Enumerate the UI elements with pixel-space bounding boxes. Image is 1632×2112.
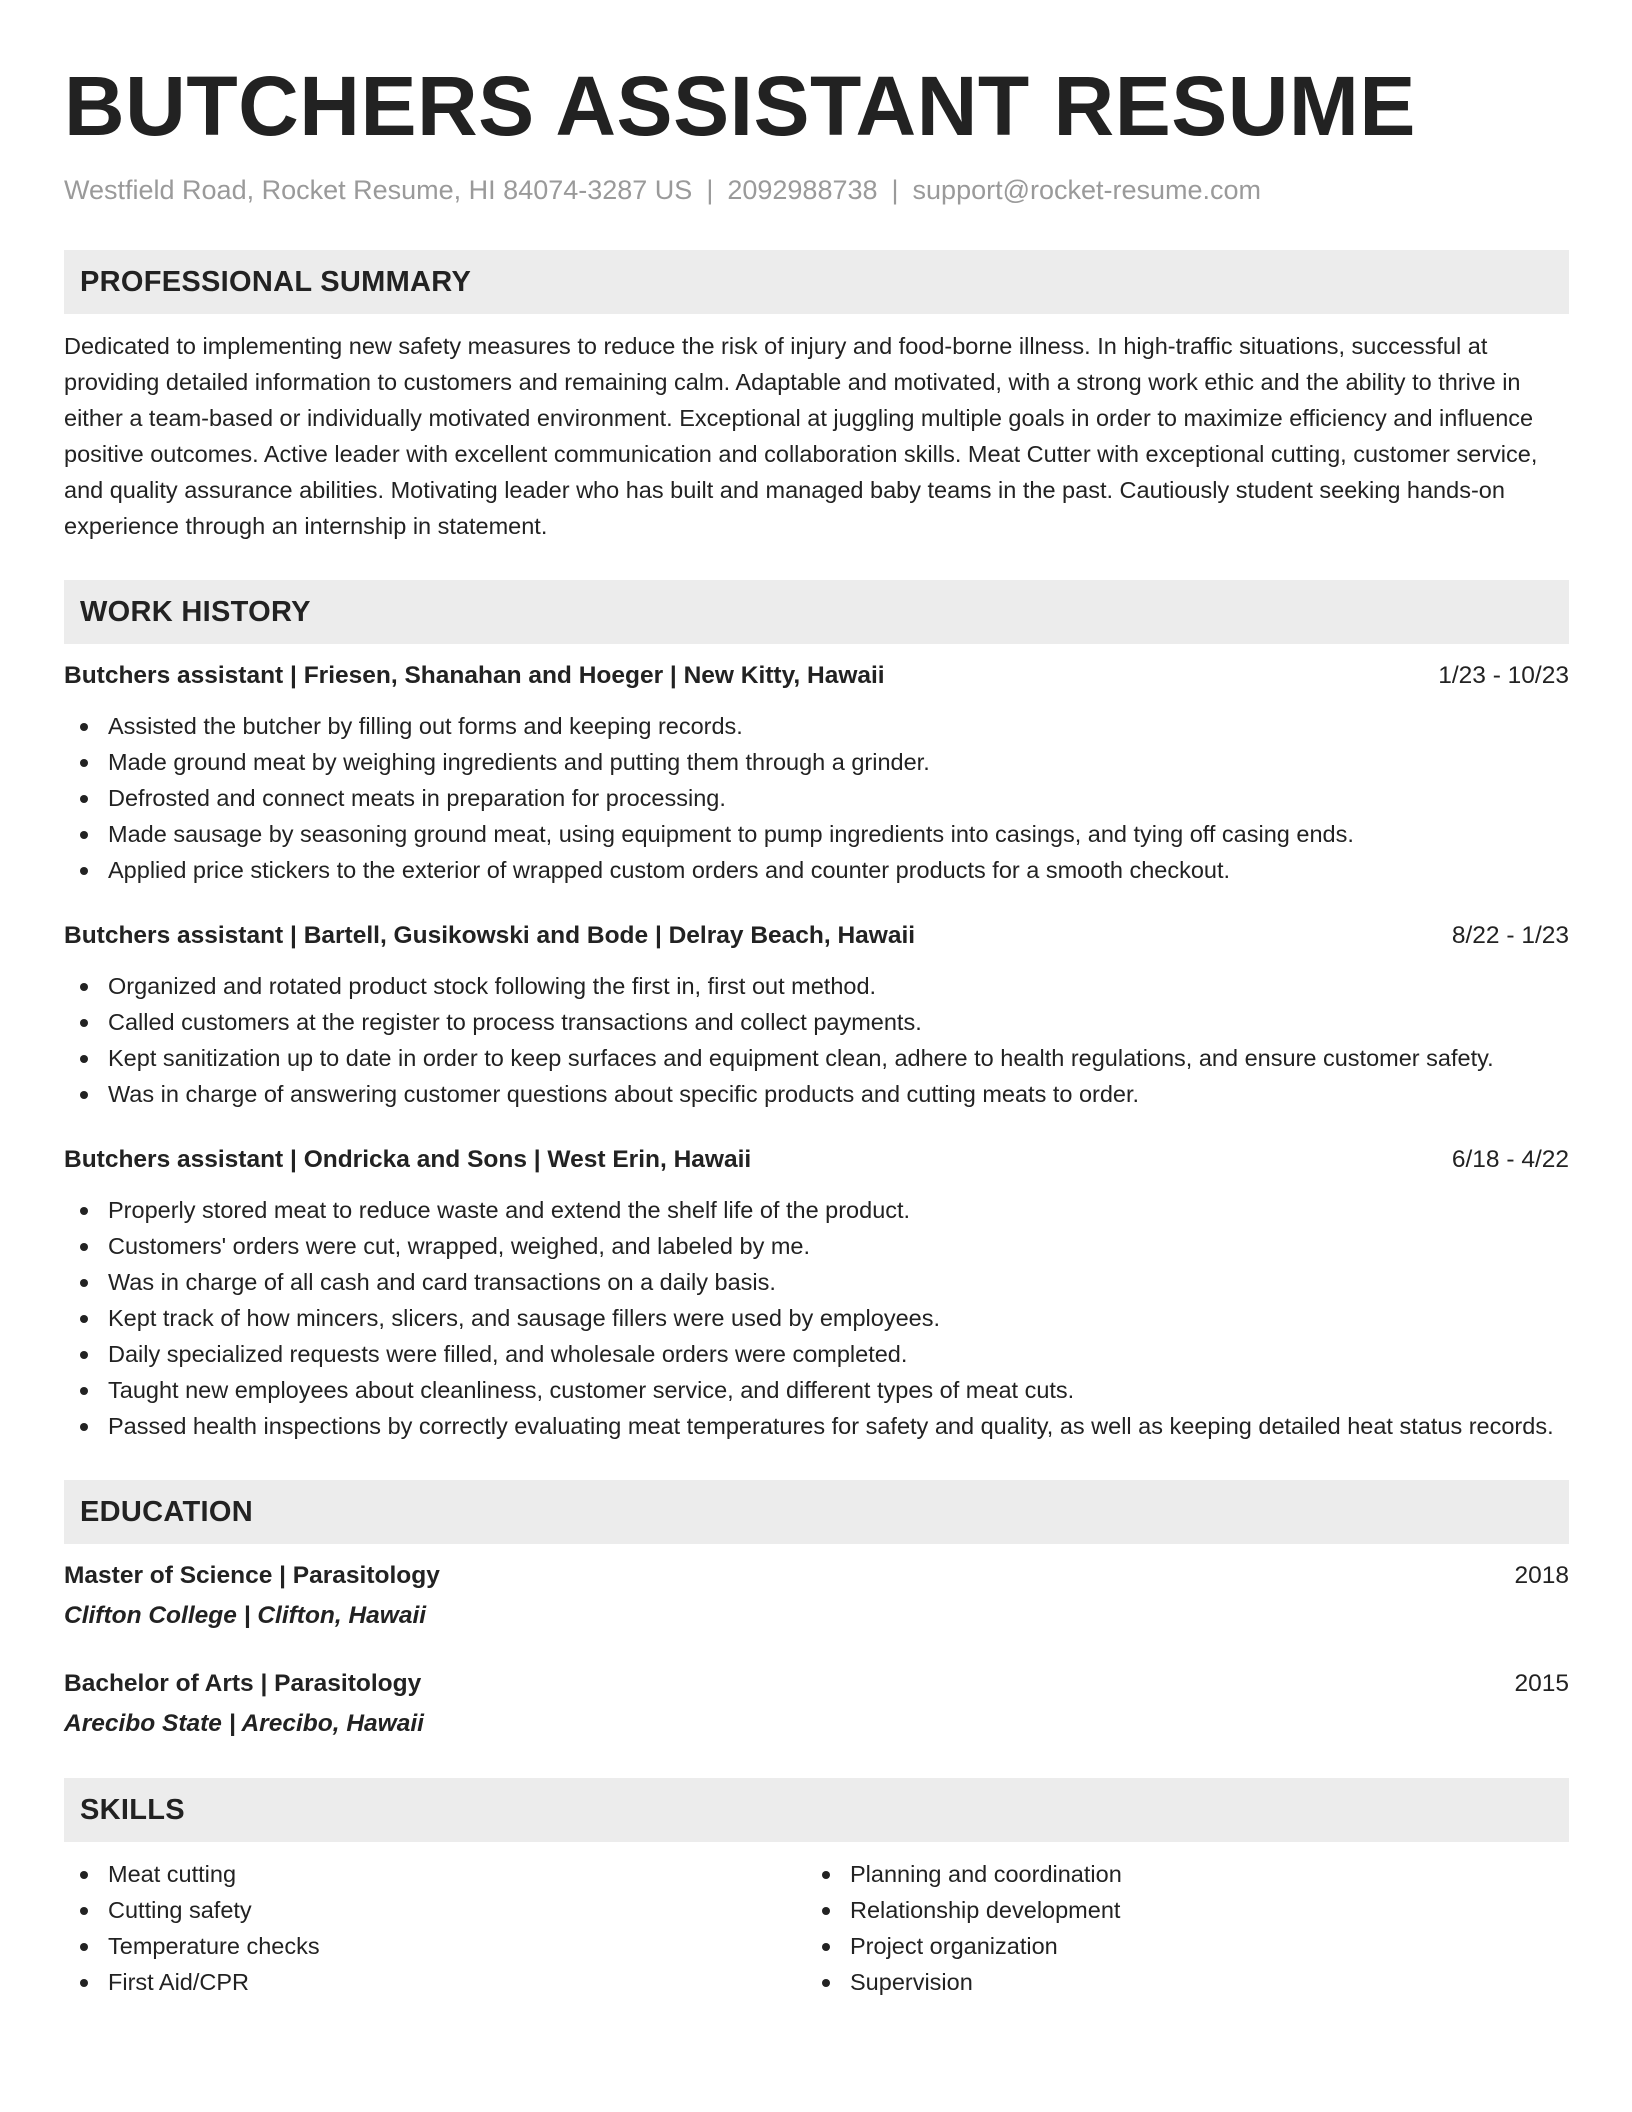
- job-bullet: Called customers at the register to process transactions and collect payments.: [64, 1004, 1569, 1040]
- skill-item: Meat cutting: [64, 1856, 806, 1892]
- job-bullet: Customers' orders were cut, wrapped, weighed, and labeled by me.: [64, 1228, 1569, 1264]
- education-year: 2018: [1514, 1562, 1569, 1589]
- job-bullet: Made sausage by seasoning ground meat, using equipment to pump ingredients into casings, and tying off casing ends.: [64, 816, 1569, 852]
- job-dates: 6/18 - 4/22: [1451, 1146, 1569, 1173]
- skill-item: Supervision: [806, 1964, 1548, 2000]
- job-bullet: Assisted the butcher by filling out forms and keeping records.: [64, 708, 1569, 744]
- job-entry: [64, 658, 1569, 888]
- job-header: [64, 1142, 1569, 1178]
- section-header-summary: PROFESSIONAL SUMMARY: [64, 250, 1569, 314]
- job-header: [64, 658, 1569, 694]
- education-header: [64, 1558, 1569, 1594]
- job-bullet: Applied price stickers to the exterior of wrapped custom orders and counter products for a smooth checkout.: [64, 852, 1569, 888]
- skill-item: Cutting safety: [64, 1892, 806, 1928]
- education-entry: [64, 1558, 1569, 1634]
- job-bullet: Made ground meat by weighing ingredients and putting them through a grinder.: [64, 744, 1569, 780]
- skill-item: Project organization: [806, 1928, 1548, 1964]
- job-bullets: [64, 968, 1569, 1112]
- job-bullet: Kept track of how mincers, slicers, and sausage fillers were used by employees.: [64, 1300, 1569, 1336]
- job-header: [64, 918, 1569, 954]
- contact-email: support@rocket-resume.com: [912, 175, 1262, 205]
- job-bullet: Passed health inspections by correctly evaluating meat temperatures for safety and quality, as well as keeping detailed heat status records.: [64, 1408, 1569, 1444]
- contact-separator: |: [891, 175, 899, 205]
- education-degree: Bachelor of Arts | Parasitology: [64, 1670, 422, 1697]
- education-entry: [64, 1666, 1569, 1742]
- skill-item: First Aid/CPR: [64, 1964, 806, 2000]
- contact-line: [64, 172, 1569, 208]
- resume-page: [64, 0, 1569, 2000]
- section-header-education: EDUCATION: [64, 1480, 1569, 1544]
- job-dates: 1/23 - 10/23: [1438, 662, 1569, 689]
- job-bullet: Was in charge of answering customer questions about specific products and cutting meats to order.: [64, 1076, 1569, 1112]
- skills-column-right: [806, 1856, 1548, 2000]
- job-title: Butchers assistant | Friesen, Shanahan and Hoeger | New Kitty, Hawaii: [64, 662, 885, 689]
- summary-text: Dedicated to implementing new safety measures to reduce the risk of injury and food-borne illness. In high-traffic situations, successful at providing detailed information to customers and remaining calm. Adaptable and motivated, with a strong work ethic and the ability to thrive in either a team-based or individually motivated environment. Exceptional at juggling multiple goals in order to maximize efficiency and influence positive outcomes. Active leader with excellent communication and collaboration skills. Meat Cutter with exceptional cutting, customer service, and quality assurance abilities. Motivating leader who has built and managed baby teams in the past. Cautiously student seeking hands-on experience through an internship in statement.: [64, 333, 1538, 539]
- job-entry: [64, 1142, 1569, 1444]
- job-entry: [64, 918, 1569, 1112]
- job-dates: 8/22 - 1/23: [1451, 922, 1569, 949]
- education-degree: Master of Science | Parasitology: [64, 1562, 440, 1589]
- job-bullet: Taught new employees about cleanliness, customer service, and different types of meat cuts.: [64, 1372, 1569, 1408]
- contact-address: Westfield Road, Rocket Resume, HI 84074-3287 US: [64, 175, 693, 205]
- skills-grid: [64, 1856, 1569, 2000]
- section-header-work-history: WORK HISTORY: [64, 580, 1569, 644]
- contact-phone: 2092988738: [727, 175, 878, 205]
- skill-item: Relationship development: [806, 1892, 1548, 1928]
- job-title: Butchers assistant | Ondricka and Sons | West Erin, Hawaii: [64, 1146, 752, 1173]
- job-bullet: Defrosted and connect meats in preparation for processing.: [64, 780, 1569, 816]
- job-bullet: Daily specialized requests were filled, and wholesale orders were completed.: [64, 1336, 1569, 1372]
- skills-column-left: [64, 1856, 806, 2000]
- education-year: 2015: [1514, 1670, 1569, 1697]
- education-school: Arecibo State | Arecibo, Hawaii: [64, 1710, 424, 1737]
- contact-separator: |: [706, 175, 714, 205]
- job-bullet: Was in charge of all cash and card transactions on a daily basis.: [64, 1264, 1569, 1300]
- resume-title: BUTCHERS ASSISTANT RESUME: [64, 59, 1416, 153]
- skill-item: Planning and coordination: [806, 1856, 1548, 1892]
- job-bullet: Properly stored meat to reduce waste and extend the shelf life of the product.: [64, 1192, 1569, 1228]
- education-header: [64, 1666, 1569, 1702]
- job-bullet: Kept sanitization up to date in order to keep surfaces and equipment clean, adhere to health regulations, and ensure customer safety.: [64, 1040, 1569, 1076]
- job-bullets: [64, 708, 1569, 888]
- skill-item: Temperature checks: [64, 1928, 806, 1964]
- job-bullets: [64, 1192, 1569, 1444]
- section-header-skills: SKILLS: [64, 1778, 1569, 1842]
- job-bullet: Organized and rotated product stock following the first in, first out method.: [64, 968, 1569, 1004]
- education-school: Clifton College | Clifton, Hawaii: [64, 1602, 427, 1629]
- job-title: Butchers assistant | Bartell, Gusikowski and Bode | Delray Beach, Hawaii: [64, 922, 916, 949]
